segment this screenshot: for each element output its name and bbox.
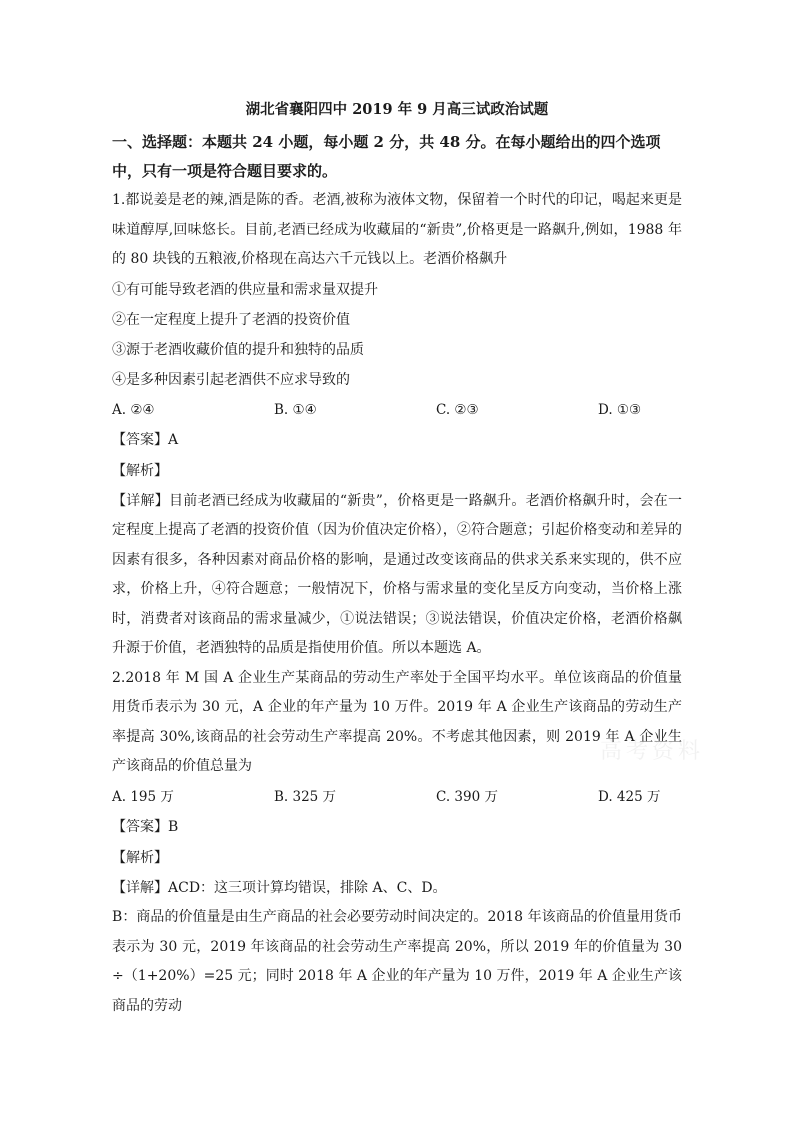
document-content bbox=[112, 100, 682, 1021]
question-2-choice-a: A. 195 万 bbox=[112, 788, 174, 805]
question-2-stem: 2.2018 年 M 国 A 企业生产某商品的劳动生产率处于全国平均水平。单位该商品的价值量用货币表示为 30 元，A 企业的年产量为 10 万件。2019 年 A 企业生产该商品的劳动生产率提高 30%,该商品的社会劳动生产率提高 20%。不考虑其他因素，则 2019 年 A 企业生产该商品的价值总量为 bbox=[112, 669, 682, 774]
question-2 bbox=[112, 664, 682, 1022]
question-2-answer: 【答案】B bbox=[112, 818, 179, 835]
question-1-statement-3: ③源于老酒收藏价值的提升和独特的品质 bbox=[112, 341, 364, 358]
question-1-statement-1: ①有可能导致老酒的供应量和需求量双提升 bbox=[112, 281, 378, 298]
question-1-choice-a: A. ②④ bbox=[112, 401, 155, 418]
question-1-choice-b: B. ①④ bbox=[274, 401, 317, 418]
question-1-analysis-label: 【解析】 bbox=[112, 462, 168, 479]
question-2-choice-b: B. 325 万 bbox=[274, 788, 337, 805]
question-1-statement-4: ④是多种因素引起老酒供不应求导致的 bbox=[112, 371, 350, 388]
question-2-detail-2: B：商品的价值量是由生产商品的社会必要劳动时间决定的。2018 年该商品的价值量用货币表示为 30 元，2019 年该商品的社会劳动生产率提高 20%，所以 2019 年的价值量为 30÷（1+20%）=25 元；同时 2018 年 A 企业的年产量为 10 万件，2019 年 A 企业生产该商品的劳动 bbox=[112, 909, 682, 1014]
question-2-analysis-label: 【解析】 bbox=[112, 849, 168, 866]
question-1-choice-d: D. ①③ bbox=[598, 401, 642, 418]
question-1-choices bbox=[112, 395, 682, 425]
question-2-choices bbox=[112, 782, 682, 812]
watermark: 高考资料 bbox=[600, 739, 705, 764]
question-1-statement-2: ②在一定程度上提升了老酒的投资价值 bbox=[112, 311, 350, 328]
question-1-answer: 【答案】A bbox=[112, 431, 179, 448]
question-1 bbox=[112, 186, 682, 664]
page-title: 湖北省襄阳四中 2019 年 9 月高三试政治试题 bbox=[245, 101, 549, 118]
question-1-stem: 1.都说姜是老的辣,酒是陈的香。老酒,被称为液体文物，保留着一个时代的印记，喝起来更是味道醇厚,回味悠长。目前,老酒已经成为收藏届的“新贵”,价格更是一路飙升,例如，1988 年的 80 块钱的五粮液,价格现在高达六千元钱以上。老酒价格飙升 bbox=[112, 192, 682, 267]
question-2-choice-d: D. 425 万 bbox=[598, 788, 661, 805]
question-2-choice-c: C. 390 万 bbox=[436, 788, 498, 805]
section-heading: 一、选择题：本题共 24 小题，每小题 2 分，共 48 分。在每小题给出的四个选项中，只有一项是符合题目要求的。 bbox=[112, 133, 661, 180]
question-1-choice-c: C. ②③ bbox=[436, 401, 479, 418]
question-1-detail: 【详解】目前老酒已经成为收藏届的“新贵”，价格更是一路飙升。老酒价格飙升时，会在一定程度上提高了老酒的投资价值（因为价值决定价格），②符合题意；引起价格变动和差异的因素有很多，各种因素对商品价格的影响，是通过改变该商品的供求关系来实现的，供不应求，价格上升，④符合题意；一般情况下，价格与需求量的变化呈反方向变动，当价格上涨时，消费者对该商品的需求量减少，①说法错误；③说法错误，价值决定价格，老酒价格飙升源于价值，老酒独特的品质是指使用价值。所以本题选 A。 bbox=[112, 492, 682, 656]
question-2-detail-1: 【详解】ACD：这三项计算均错误，排除 A、C、D。 bbox=[112, 879, 447, 896]
